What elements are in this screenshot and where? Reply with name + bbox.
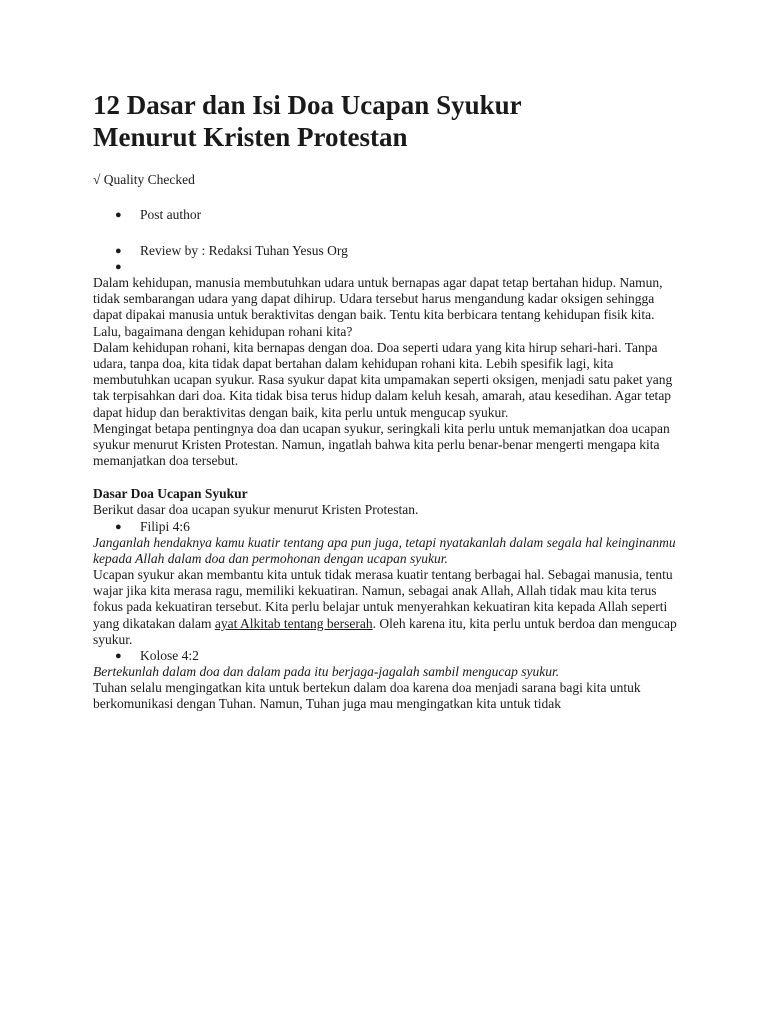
verse-quote-kolose: Bertekunlah dalam doa dan dalam pada itu berjaga-jagalah sambil mengucap syukur. <box>93 664 560 680</box>
intro-paragraph-3: Mengingat betapa pentingnya doa dan ucapan syukur, seringkali kita perlu untuk memanjatkan doa ucapan syukur menurut Kristen Protestan. Namun, ingatlah bahwa kita perlu benar-benar mengerti mengapa kita memanjatkan doa tersebut. <box>93 420 670 469</box>
meta-item-empty <box>93 259 683 275</box>
meta-item-post-author <box>93 207 683 223</box>
article-title-line-1: 12 Dasar dan Isi Doa Ucapan Syukur <box>93 90 522 120</box>
verse-explanation-filipi <box>93 567 683 648</box>
bullet-icon: ● <box>115 520 122 533</box>
verse-reference-filipi: Filipi 4:6 <box>140 518 190 534</box>
quality-checked-badge <box>93 172 683 188</box>
bullet-icon: ● <box>115 245 122 257</box>
bullet-icon: ● <box>115 650 122 663</box>
section-intro: Berikut dasar doa ucapan syukur menurut Kristen Protestan. <box>93 502 419 518</box>
section-heading: Dasar Doa Ucapan Syukur <box>93 486 248 502</box>
meta-item-review-by <box>93 243 683 259</box>
article-title <box>93 89 683 153</box>
explanation-text-before-link: Ucapan syukur akan membantu kita untuk tidak merasa kuatir tentang berbagai hal. Sebagai manusia, tentu wajar jika kita merasa ragu, memiliki kekuatiran. Namun, sebagai anak Allah, Allah tidak mau kita terus fokus pada kekuatiran tersebut. Kita perlu belajar untuk menyerahkan kekuatiran kita kepada Allah seperti yang dikatakan dalam <box>93 567 673 631</box>
article-title-line-2: Menurut Kristen Protestan <box>93 122 408 152</box>
intro-paragraph-1: Dalam kehidupan, manusia membutuhkan udara untuk bernapas agar dapat tetap bertahan hidup. Namun, tidak sembarangan udara yang dapat dihirup. Udara tersebut harus mengandung kadar oksigen sehingga dapat dipakai manusia untuk beraktivitas dengan baik. Tentu kita berbicara tentang kehidupan fisik kita. Lalu, bagaimana dengan kehidupan rohani kita? <box>93 275 663 339</box>
check-mark-icon: √ <box>93 172 101 187</box>
verse-list-kolose <box>93 648 683 664</box>
bullet-icon: ● <box>115 209 122 221</box>
intro-paragraph-2: Dalam kehidupan rohani, kita bernapas dengan doa. Doa seperti udara yang kita hirup sehari-hari. Tanpa udara, tanpa doa, kita tidak dapat bertahan dalam kehidupan rohani kita. Lebih spesifik lagi, kita membutuhkan ucapan syukur. Rasa syukur dapat kita umpamakan seperti oksigen, menjadi satu paket yang tak terpisahkan dari doa. Kita tidak bisa terus hidup dalam keluh kesah, amarah, atau kesedihan. Agar tetap dapat hidup dan beraktivitas dengan baik, kita perlu untuk mengucap syukur. <box>93 339 673 420</box>
article-body <box>93 89 683 713</box>
article-meta-list <box>93 207 683 275</box>
verse-reference-item <box>93 648 683 664</box>
review-by-text: Review by : Redaksi Tuhan Yesus Org <box>140 243 348 258</box>
verse-quote-filipi: Janganlah hendaknya kamu kuatir tentang apa pun juga, tetapi nyatakanlah dalam segala hal keinginanmu kepada Allah dalam doa dan permohonan dengan ucapan syukur. <box>93 534 676 566</box>
quality-checked-label: Quality Checked <box>103 172 195 187</box>
post-author-label: Post author <box>140 207 202 222</box>
verse-reference-kolose: Kolose 4:2 <box>140 648 199 664</box>
verse-list-filipi <box>93 519 683 535</box>
verse-reference-item <box>93 519 683 535</box>
explanation-text-after-link: . Oleh karena itu, kita perlu untuk berdoa dan mengucap syukur. <box>93 615 677 647</box>
verse-explanation-kolose: Tuhan selalu mengingatkan kita untuk bertekun dalam doa karena doa menjadi sarana bagi kita untuk berkomunikasi dengan Tuhan. Namun, Tuhan juga mau mengingatkan kita untuk tidak <box>93 680 641 712</box>
berserah-verse-link[interactable]: ayat Alkitab tentang berserah <box>214 615 373 631</box>
bullet-icon: ● <box>115 261 122 273</box>
